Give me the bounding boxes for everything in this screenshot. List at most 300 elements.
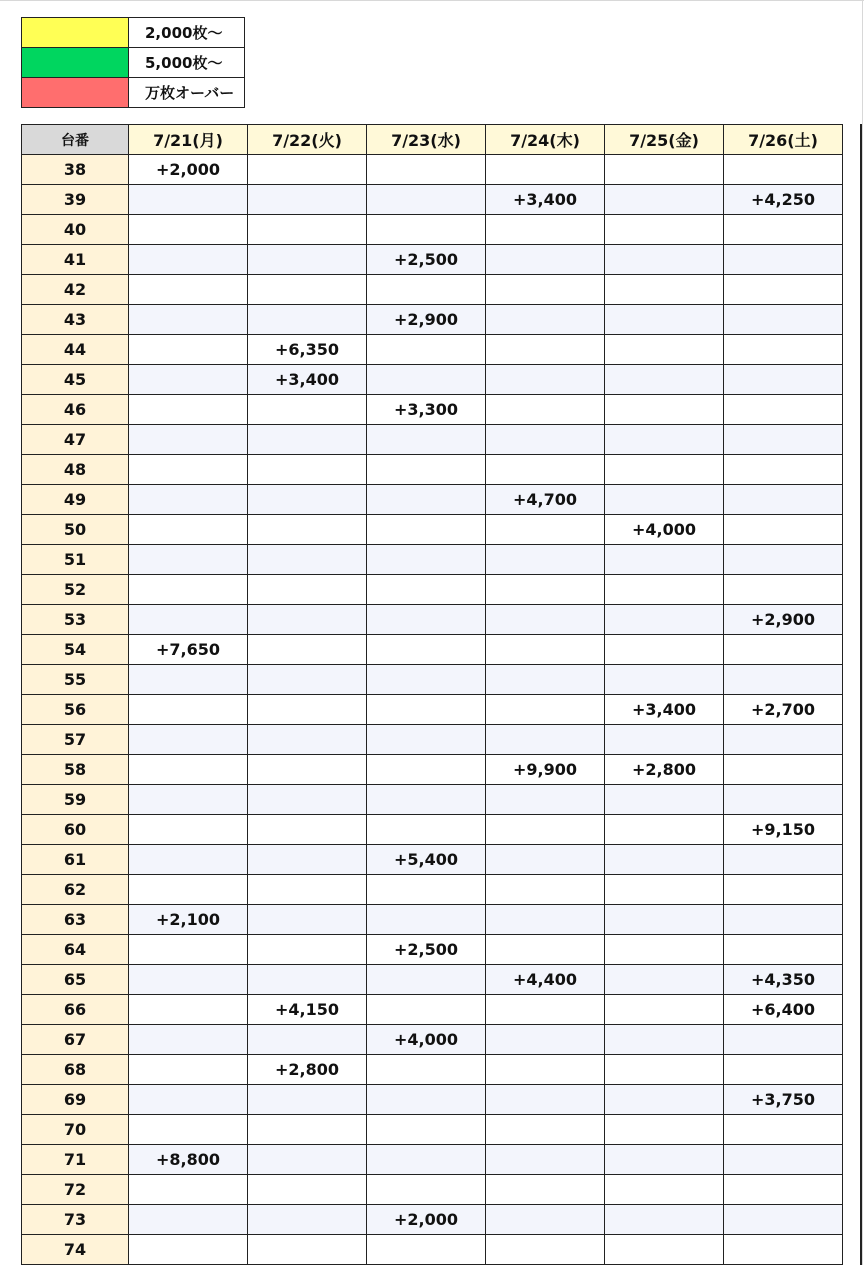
result-cell: [486, 815, 605, 845]
unit-number-cell: 39: [22, 185, 129, 215]
legend-label-tier1: 2,000枚～: [129, 18, 245, 48]
result-cell: [486, 545, 605, 575]
result-cell: [486, 365, 605, 395]
result-cell: [129, 455, 248, 485]
result-cell: +2,900: [367, 305, 486, 335]
result-cell: +4,150: [248, 995, 367, 1025]
date-header: 7/26(土): [724, 125, 843, 155]
result-cell: +4,000: [367, 1025, 486, 1055]
result-cell: +4,250: [724, 185, 843, 215]
result-cell: [248, 545, 367, 575]
result-cell: [129, 725, 248, 755]
unit-number-cell: 51: [22, 545, 129, 575]
result-cell: +2,000: [367, 1205, 486, 1235]
unit-number-cell: 57: [22, 725, 129, 755]
unit-number-cell: 60: [22, 815, 129, 845]
table-row: [22, 425, 843, 455]
result-cell: [129, 515, 248, 545]
result-cell: [248, 1085, 367, 1115]
result-cell: [605, 485, 724, 515]
table-row: [22, 1055, 843, 1085]
unit-number-cell: 70: [22, 1115, 129, 1145]
unit-number-header: 台番: [22, 125, 129, 155]
table-row: [22, 155, 843, 185]
result-cell: [605, 605, 724, 635]
table-row: [22, 1025, 843, 1055]
result-cell: [248, 425, 367, 455]
result-cell: [605, 875, 724, 905]
result-cell: [367, 365, 486, 395]
result-cell: +3,750: [724, 1085, 843, 1115]
result-cell: [486, 395, 605, 425]
table-row: [22, 1175, 843, 1205]
unit-number-cell: 63: [22, 905, 129, 935]
result-cell: [724, 1025, 843, 1055]
table-row: [22, 935, 843, 965]
result-cell: +9,150: [724, 815, 843, 845]
result-cell: [486, 1085, 605, 1115]
result-cell: +6,400: [724, 995, 843, 1025]
result-cell: [367, 815, 486, 845]
result-cell: +3,300: [367, 395, 486, 425]
result-cell: [605, 575, 724, 605]
result-cell: +2,800: [248, 1055, 367, 1085]
results-table: [21, 124, 843, 1265]
date-header: 7/23(水): [367, 125, 486, 155]
result-cell: [129, 245, 248, 275]
table-row: [22, 785, 843, 815]
result-cell: [129, 1175, 248, 1205]
result-cell: +2,000: [129, 155, 248, 185]
table-row: [22, 1085, 843, 1115]
result-cell: [129, 425, 248, 455]
unit-number-cell: 49: [22, 485, 129, 515]
result-cell: [724, 245, 843, 275]
result-cell: [724, 515, 843, 545]
unit-number-cell: 54: [22, 635, 129, 665]
result-cell: [486, 335, 605, 365]
unit-number-cell: 55: [22, 665, 129, 695]
result-cell: [724, 545, 843, 575]
result-cell: [248, 635, 367, 665]
unit-number-cell: 50: [22, 515, 129, 545]
result-cell: [724, 1175, 843, 1205]
result-cell: [605, 335, 724, 365]
result-cell: [248, 275, 367, 305]
result-cell: +4,700: [486, 485, 605, 515]
result-cell: [248, 1115, 367, 1145]
legend-row-tier2: [22, 48, 245, 78]
result-cell: [605, 185, 724, 215]
result-cell: [486, 1235, 605, 1265]
table-row: [22, 305, 843, 335]
result-cell: +2,800: [605, 755, 724, 785]
result-cell: +2,100: [129, 905, 248, 935]
result-cell: [486, 245, 605, 275]
result-cell: [605, 455, 724, 485]
result-cell: +4,350: [724, 965, 843, 995]
result-cell: [248, 485, 367, 515]
result-cell: [248, 395, 367, 425]
result-cell: [724, 455, 843, 485]
result-cell: +3,400: [486, 185, 605, 215]
table-row: [22, 725, 843, 755]
result-cell: [605, 815, 724, 845]
result-cell: +2,500: [367, 245, 486, 275]
result-cell: [248, 1145, 367, 1175]
unit-number-cell: 62: [22, 875, 129, 905]
result-cell: [367, 1085, 486, 1115]
result-cell: [605, 1085, 724, 1115]
unit-number-cell: 38: [22, 155, 129, 185]
result-cell: [248, 215, 367, 245]
result-cell: [605, 905, 724, 935]
result-cell: [129, 485, 248, 515]
unit-number-cell: 68: [22, 1055, 129, 1085]
result-cell: [367, 1055, 486, 1085]
result-cell: [486, 305, 605, 335]
result-cell: [724, 365, 843, 395]
result-cell: [605, 215, 724, 245]
result-cell: [605, 725, 724, 755]
date-header: 7/21(月): [129, 125, 248, 155]
result-cell: [724, 845, 843, 875]
result-cell: [367, 215, 486, 245]
result-cell: [724, 155, 843, 185]
result-cell: +3,400: [248, 365, 367, 395]
unit-number-cell: 72: [22, 1175, 129, 1205]
table-row: [22, 695, 843, 725]
unit-number-cell: 53: [22, 605, 129, 635]
unit-number-cell: 61: [22, 845, 129, 875]
result-cell: [367, 665, 486, 695]
result-cell: [605, 1235, 724, 1265]
result-cell: [248, 875, 367, 905]
result-cell: [605, 155, 724, 185]
result-cell: [367, 515, 486, 545]
result-cell: +9,900: [486, 755, 605, 785]
result-cell: [724, 1145, 843, 1175]
result-cell: [367, 545, 486, 575]
result-cell: [724, 635, 843, 665]
result-cell: +7,650: [129, 635, 248, 665]
result-cell: [129, 185, 248, 215]
result-cell: [724, 875, 843, 905]
result-cell: [129, 575, 248, 605]
result-cell: [605, 305, 724, 335]
result-cell: [248, 815, 367, 845]
result-cell: [486, 1115, 605, 1145]
result-cell: [724, 575, 843, 605]
legend-swatch-tier3: [22, 78, 129, 108]
result-cell: [248, 305, 367, 335]
result-cell: +5,400: [367, 845, 486, 875]
result-cell: [605, 365, 724, 395]
legend-swatch-tier2: [22, 48, 129, 78]
result-cell: [129, 815, 248, 845]
result-cell: [724, 275, 843, 305]
table-row: [22, 605, 843, 635]
result-cell: [724, 905, 843, 935]
result-cell: [486, 425, 605, 455]
result-cell: [367, 605, 486, 635]
table-row: [22, 845, 843, 875]
result-cell: +3,400: [605, 695, 724, 725]
result-cell: [129, 1055, 248, 1085]
table-row: [22, 245, 843, 275]
table-row: [22, 1235, 843, 1265]
result-cell: [248, 455, 367, 485]
result-cell: [367, 995, 486, 1025]
result-cell: [248, 755, 367, 785]
result-cell: [724, 785, 843, 815]
result-cell: [605, 275, 724, 305]
result-cell: +2,500: [367, 935, 486, 965]
result-cell: [129, 335, 248, 365]
result-cell: [129, 305, 248, 335]
result-cell: [605, 1115, 724, 1145]
table-body: [22, 155, 843, 1265]
result-cell: [129, 1205, 248, 1235]
result-cell: [486, 1205, 605, 1235]
table-row: [22, 575, 843, 605]
result-cell: [248, 245, 367, 275]
result-cell: [248, 155, 367, 185]
result-cell: [248, 935, 367, 965]
result-cell: [129, 785, 248, 815]
result-cell: [248, 185, 367, 215]
result-cell: [129, 935, 248, 965]
result-cell: [486, 155, 605, 185]
table-row: [22, 215, 843, 245]
result-cell: [486, 1025, 605, 1055]
result-cell: [129, 605, 248, 635]
result-cell: [605, 425, 724, 455]
page-right-border: [862, 0, 863, 1265]
result-cell: [605, 785, 724, 815]
result-cell: [367, 155, 486, 185]
unit-number-cell: 59: [22, 785, 129, 815]
result-cell: [605, 665, 724, 695]
table-row: [22, 635, 843, 665]
result-cell: [129, 665, 248, 695]
result-cell: [486, 845, 605, 875]
date-header: 7/24(木): [486, 125, 605, 155]
table-row: [22, 815, 843, 845]
unit-number-cell: 69: [22, 1085, 129, 1115]
result-cell: [486, 695, 605, 725]
result-cell: [367, 785, 486, 815]
result-cell: [724, 305, 843, 335]
table-row: [22, 965, 843, 995]
result-cell: [724, 1115, 843, 1145]
result-cell: [486, 1175, 605, 1205]
result-cell: [724, 215, 843, 245]
result-cell: [486, 905, 605, 935]
result-cell: [605, 845, 724, 875]
result-cell: [605, 995, 724, 1025]
unit-number-cell: 45: [22, 365, 129, 395]
result-cell: [486, 995, 605, 1025]
table-row: [22, 1115, 843, 1145]
table-row: [22, 1145, 843, 1175]
unit-number-cell: 41: [22, 245, 129, 275]
table-row: [22, 455, 843, 485]
result-cell: [724, 755, 843, 785]
result-cell: [367, 335, 486, 365]
table-row: [22, 905, 843, 935]
result-cell: +2,700: [724, 695, 843, 725]
result-cell: [248, 515, 367, 545]
result-cell: [486, 605, 605, 635]
result-cell: [248, 575, 367, 605]
result-cell: [367, 575, 486, 605]
result-cell: [248, 965, 367, 995]
result-cell: [129, 695, 248, 725]
result-cell: [367, 1145, 486, 1175]
date-header: 7/22(火): [248, 125, 367, 155]
result-cell: [486, 1145, 605, 1175]
result-cell: [248, 665, 367, 695]
result-cell: [605, 1205, 724, 1235]
result-cell: [605, 1145, 724, 1175]
result-cell: [605, 245, 724, 275]
result-cell: [248, 695, 367, 725]
result-cell: [486, 515, 605, 545]
result-cell: [486, 935, 605, 965]
result-cell: [724, 1205, 843, 1235]
result-cell: [605, 635, 724, 665]
result-cell: [605, 395, 724, 425]
result-cell: [367, 185, 486, 215]
result-cell: [367, 1115, 486, 1145]
unit-number-cell: 48: [22, 455, 129, 485]
result-cell: [367, 275, 486, 305]
unit-number-cell: 74: [22, 1235, 129, 1265]
result-cell: [486, 785, 605, 815]
unit-number-cell: 52: [22, 575, 129, 605]
unit-number-cell: 47: [22, 425, 129, 455]
legend-label-tier2: 5,000枚～: [129, 48, 245, 78]
result-cell: [248, 785, 367, 815]
unit-number-cell: 46: [22, 395, 129, 425]
result-cell: [367, 695, 486, 725]
result-cell: [486, 215, 605, 245]
table-row: [22, 275, 843, 305]
result-cell: [367, 725, 486, 755]
unit-number-cell: 66: [22, 995, 129, 1025]
unit-number-cell: 40: [22, 215, 129, 245]
result-cell: [724, 485, 843, 515]
table-row: [22, 875, 843, 905]
result-cell: [367, 1235, 486, 1265]
result-cell: [486, 455, 605, 485]
unit-number-cell: 64: [22, 935, 129, 965]
unit-number-cell: 43: [22, 305, 129, 335]
result-cell: [248, 605, 367, 635]
table-row: [22, 515, 843, 545]
result-cell: [724, 1235, 843, 1265]
result-cell: [129, 1235, 248, 1265]
legend-row-tier1: [22, 18, 245, 48]
table-row: [22, 485, 843, 515]
result-cell: [129, 215, 248, 245]
result-cell: [724, 425, 843, 455]
result-cell: [367, 635, 486, 665]
page-top-border: [0, 0, 864, 1]
result-cell: [367, 965, 486, 995]
unit-number-cell: 44: [22, 335, 129, 365]
unit-number-cell: 56: [22, 695, 129, 725]
color-legend: [21, 17, 245, 108]
result-cell: [724, 665, 843, 695]
table-row: [22, 545, 843, 575]
unit-number-cell: 58: [22, 755, 129, 785]
result-cell: [367, 755, 486, 785]
result-cell: [248, 845, 367, 875]
result-cell: [486, 725, 605, 755]
result-cell: +6,350: [248, 335, 367, 365]
legend-swatch-tier1: [22, 18, 129, 48]
table-row: [22, 395, 843, 425]
result-cell: [129, 1085, 248, 1115]
result-cell: [248, 1025, 367, 1055]
result-cell: [486, 1055, 605, 1085]
result-cell: [367, 905, 486, 935]
result-cell: +2,900: [724, 605, 843, 635]
result-cell: [724, 935, 843, 965]
result-cell: [248, 1205, 367, 1235]
result-cell: [605, 965, 724, 995]
unit-number-cell: 67: [22, 1025, 129, 1055]
result-cell: [367, 875, 486, 905]
table-row: [22, 185, 843, 215]
table-row: [22, 1205, 843, 1235]
result-cell: [248, 1175, 367, 1205]
result-cell: [724, 1055, 843, 1085]
result-cell: [248, 725, 367, 755]
result-cell: [486, 575, 605, 605]
result-cell: [724, 725, 843, 755]
table-row: [22, 995, 843, 1025]
table-right-edge: [860, 124, 862, 1265]
result-cell: +4,000: [605, 515, 724, 545]
result-cell: [367, 485, 486, 515]
result-cell: [367, 455, 486, 485]
result-cell: [486, 275, 605, 305]
unit-number-cell: 73: [22, 1205, 129, 1235]
unit-number-cell: 65: [22, 965, 129, 995]
result-cell: [367, 425, 486, 455]
result-cell: [248, 1235, 367, 1265]
result-cell: [248, 905, 367, 935]
result-cell: [605, 1055, 724, 1085]
result-cell: [129, 995, 248, 1025]
result-cell: [724, 335, 843, 365]
result-cell: [129, 395, 248, 425]
legend-label-tier3: 万枚オーバー: [129, 78, 245, 108]
result-cell: [129, 755, 248, 785]
result-cell: [486, 875, 605, 905]
result-cell: [605, 935, 724, 965]
result-cell: [367, 1175, 486, 1205]
result-cell: +8,800: [129, 1145, 248, 1175]
result-cell: [486, 665, 605, 695]
table-row: [22, 755, 843, 785]
legend-row-tier3: [22, 78, 245, 108]
result-cell: [724, 395, 843, 425]
result-cell: [129, 1115, 248, 1145]
